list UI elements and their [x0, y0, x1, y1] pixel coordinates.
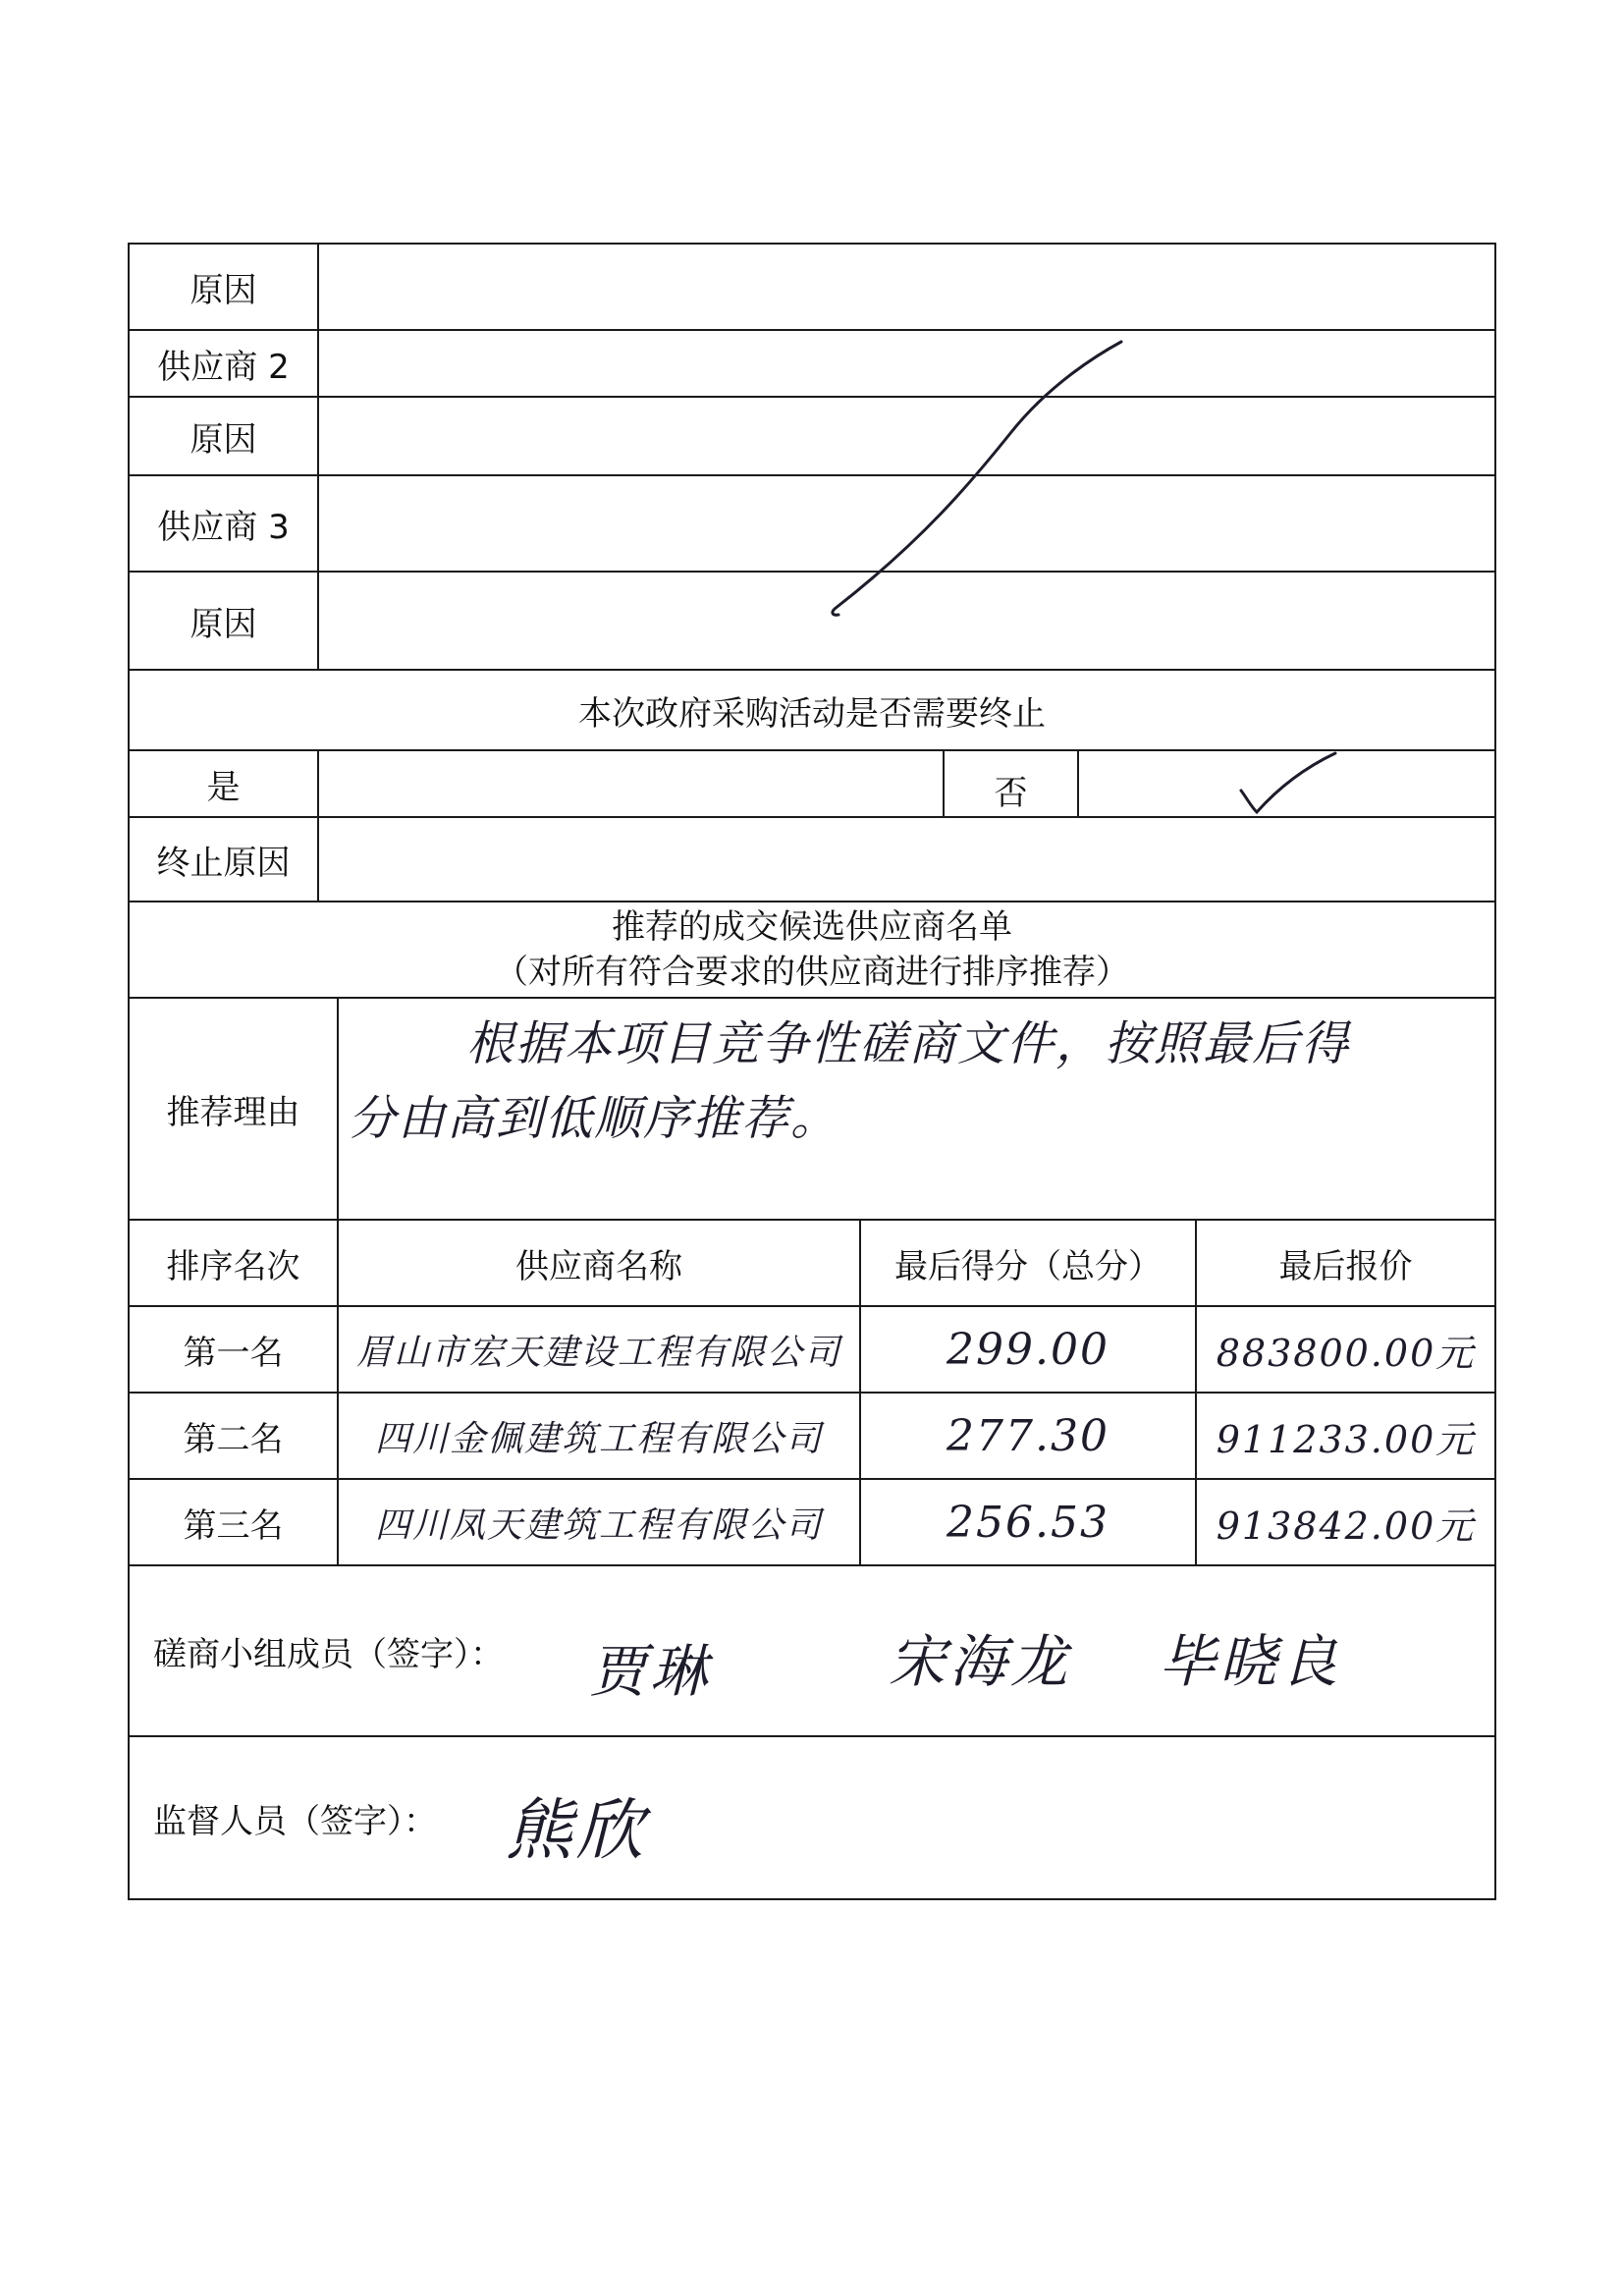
ranking-header-score-label: 最后得分（总分）: [894, 1246, 1162, 1286]
panel-signature-1: 贾琳: [589, 1638, 712, 1705]
reason-3-label-cell: [128, 571, 319, 671]
ranking-row-2-rank-label: 第二名: [183, 1419, 284, 1459]
ranking-header-rank: [128, 1219, 339, 1307]
ranking-row-3-rank-label: 第三名: [183, 1505, 284, 1546]
termination-reason-label-cell: [128, 816, 319, 902]
termination-question: 本次政府采购活动是否需要终止: [578, 693, 1046, 734]
reason-2-label-cell: [128, 396, 319, 476]
ranking-row-1-name: [337, 1305, 861, 1394]
ranking-row-3-rank: [128, 1478, 339, 1566]
panel-signature-2: 宋海龙: [889, 1628, 1072, 1695]
reason-1-label-cell: [128, 243, 319, 331]
ranking-row-3-score-text: 256.53: [947, 1497, 1109, 1548]
ranking-header-name-label: 供应商名称: [515, 1246, 682, 1286]
recommendation-title-cell: [128, 901, 1496, 999]
termination-yes-label: 是: [206, 767, 241, 807]
recommendation-title: 推荐的成交候选供应商名单: [612, 907, 1012, 947]
ranking-row-2-name-text: 四川金佩建筑工程有限公司: [374, 1418, 823, 1459]
reason-1-value-cell: [317, 243, 1496, 331]
supervisor-signature: 熊欣: [506, 1792, 648, 1870]
termination-yes-value-cell: [317, 749, 945, 818]
termination-yes-label-cell: [128, 749, 319, 818]
reason-2-label: 原因: [189, 419, 257, 460]
recommendation-reason-label: 推荐理由: [166, 1092, 300, 1132]
supplier-3-label: 供应商 3: [157, 507, 290, 547]
recommendation-subtitle: （对所有符合要求的供应商进行排序推荐）: [495, 953, 1129, 992]
ranking-row-1-name-text: 眉山市宏天建设工程有限公司: [355, 1332, 841, 1373]
ranking-row-3-price: [1195, 1478, 1496, 1566]
ranking-header-price-label: 最后报价: [1278, 1246, 1413, 1286]
recommendation-reason-line-2: 分由高到低顺序推荐。: [349, 1091, 840, 1146]
ranking-row-2-score: [859, 1392, 1197, 1480]
ranking-row-2-price-text: 911233.00元: [1216, 1417, 1476, 1461]
ranking-row-2-price: [1195, 1392, 1496, 1480]
ranking-row-3-name: [337, 1478, 861, 1566]
panel-signature-label: 磋商小组成员（签字）：: [153, 1634, 504, 1674]
recommendation-reason-label-cell: [128, 997, 339, 1221]
ranking-row-1-score-text: 299.00: [947, 1324, 1109, 1375]
supplier-2-label-cell: [128, 329, 319, 398]
termination-reason-value-cell: [317, 816, 1496, 902]
ranking-row-2-name: [337, 1392, 861, 1480]
ranking-row-1-score: [859, 1305, 1197, 1394]
ranking-row-1-rank-label: 第一名: [183, 1333, 284, 1373]
panel-signature-3: 毕晓良: [1159, 1628, 1342, 1695]
termination-reason-label: 终止原因: [156, 843, 291, 883]
termination-question-cell: [128, 669, 1496, 751]
ranking-row-3-price-text: 913842.00元: [1216, 1503, 1476, 1548]
ranking-row-3-score: [859, 1478, 1197, 1566]
ranking-row-2-rank: [128, 1392, 339, 1480]
reason-1-label: 原因: [189, 270, 257, 310]
recommendation-reason-line-1: 根据本项目竞争性磋商文件，按照最后得: [466, 1016, 1351, 1071]
ranking-header-price: [1195, 1219, 1496, 1307]
strikethrough-mark: [805, 324, 1139, 619]
ranking-row-1-price-text: 883800.00元: [1216, 1331, 1476, 1375]
termination-no-label: 否: [994, 773, 1028, 813]
termination-no-value-cell: [1077, 749, 1496, 818]
reason-3-label: 原因: [189, 604, 257, 644]
ranking-header-rank-label: 排序名次: [166, 1246, 300, 1286]
recommendation-reason-text: [349, 1007, 1478, 1156]
supplier-3-label-cell: [128, 474, 319, 573]
supervisor-signature-label: 监督人员（签字）：: [153, 1801, 437, 1841]
checkmark-icon: [1233, 749, 1341, 818]
ranking-row-2-score-text: 277.30: [947, 1410, 1109, 1461]
ranking-row-3-name-text: 四川凤天建筑工程有限公司: [374, 1504, 823, 1546]
recommendation-reason-value-cell: [337, 997, 1496, 1221]
ranking-row-1-rank: [128, 1305, 339, 1394]
termination-no-label-cell: [943, 749, 1079, 818]
supplier-2-label: 供应商 2: [157, 347, 290, 387]
ranking-row-1-price: [1195, 1305, 1496, 1394]
ranking-header-score: [859, 1219, 1197, 1307]
ranking-header-name: [337, 1219, 861, 1307]
supervisor-signature-cell: [128, 1735, 1496, 1900]
